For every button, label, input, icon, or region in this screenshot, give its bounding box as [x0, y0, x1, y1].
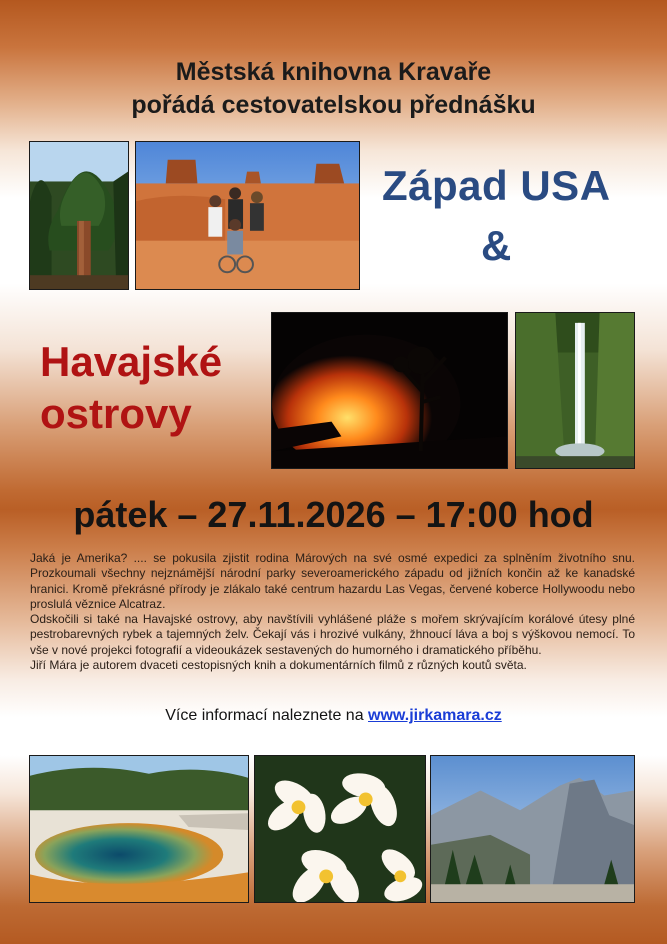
photo-monument-valley: [135, 141, 360, 290]
description-paragraph: Odskočili si také na Havajské ostrovy, aby navštívili vyhlášené pláže s mořem skrývajícím korálové útesy plné pestrobarevných rybek a tajemných želv. Čekají vás i hrozivé vulkány, žhnoucí láva a boj s výškovou nemocí. To vše v nové projekci fotografií a videoukázek sestavených do humorného i dramatického příběhu.: [30, 612, 635, 657]
description-paragraph: Jiří Mára je autorem dvaceti cestopisných knih a dokumentárních filmů z různých koutů světa.: [30, 658, 527, 673]
title-usa: Západ USA: [382, 162, 611, 209]
photo-yosemite: [430, 755, 635, 903]
photo-volcano: [271, 312, 508, 469]
photo-hot-spring: [29, 755, 249, 903]
title-hawaii-line2: ostrovy: [40, 390, 192, 437]
event-type-line: pořádá cestovatelskou přednášku: [131, 91, 536, 119]
title-hawaii: [40, 336, 222, 440]
event-date: pátek – 27.11.2026 – 17:00 hod: [73, 494, 594, 535]
photo-waterfall: [515, 312, 635, 469]
photo-plumeria: [254, 755, 426, 903]
organizer-line: Městská knihovna Kravaře: [175, 58, 492, 86]
organizer-heading: [0, 56, 667, 122]
title-ampersand: &: [481, 222, 512, 269]
website-link[interactable]: www.jirkamara.cz: [368, 707, 502, 724]
more-info-label: Více informací naleznete na: [165, 707, 369, 724]
photo-sequoia: [29, 141, 129, 290]
title-hawaii-line1: Havajské: [40, 338, 223, 385]
description-paragraph: Jaká je Amerika? .... se pokusila zjistit rodina Márových na své osmé expedici za splněním životního snu. Prozkoumali všechny nejznámější národní parky severoamerického západu od jižních končin až ke kanadské hranici. Kromě překrásné přírody je zlákalo také centrum hazardu Las Vegas, červené koberce Hollywoodu nebo proslulá věznice Alcatraz.: [30, 551, 635, 611]
event-description: [30, 551, 635, 673]
more-info: [0, 707, 667, 725]
